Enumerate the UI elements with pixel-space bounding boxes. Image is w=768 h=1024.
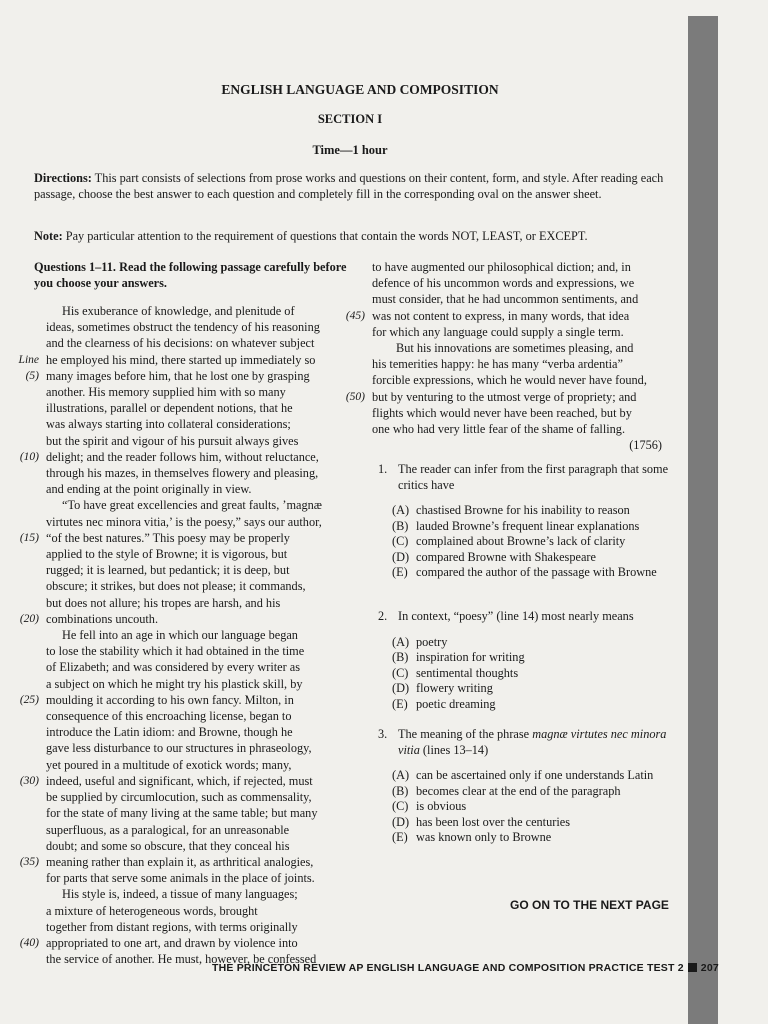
option-text: poetic dreaming	[416, 696, 496, 711]
line-number	[14, 578, 40, 594]
passage-line	[340, 291, 678, 307]
line-number: (15)	[19, 531, 39, 544]
line-text: a subject on which he might try his plastick skill, by	[46, 676, 303, 691]
line-number	[14, 384, 40, 400]
line-number: Line	[18, 353, 39, 366]
line-text: superfluous, as a paralogical, for an unreasonable	[46, 822, 290, 837]
answer-option	[392, 534, 678, 550]
option-text: compared Browne with Shakespeare	[416, 549, 596, 564]
line-text: but the spirit and vigour of his pursuit always gives	[46, 433, 299, 448]
answer-option	[392, 635, 678, 651]
line-number	[14, 562, 40, 578]
line-number	[14, 546, 40, 562]
page-title: ENGLISH LANGUAGE AND COMPOSITION	[221, 82, 499, 97]
passage-line	[14, 562, 350, 578]
passage-line	[14, 611, 350, 627]
option-text: becomes clear at the end of the paragraph	[416, 783, 621, 798]
line-text: but does not allure; his tropes are harsh, and his	[46, 595, 281, 610]
line-text: applied to the style of Browne; it is vigorous, but	[46, 547, 288, 562]
line-text: a mixture of heterogeneous words, brought	[46, 903, 258, 918]
line-text: His style is, indeed, a tissue of many languages;	[62, 887, 298, 902]
line-text: yet poured in a multitude of exotick words; many,	[46, 757, 292, 772]
option-text: chastised Browne for his inability to reason	[416, 503, 630, 517]
line-text: But his innovations are sometimes pleasing, and	[396, 341, 634, 356]
line-text: obscure; it strikes, but does not please; it commands,	[46, 579, 306, 594]
line-number	[14, 400, 40, 416]
passage-line	[14, 433, 350, 449]
passage-line	[14, 303, 350, 319]
line-text: flights which would never have been reached, but by	[372, 405, 632, 420]
line-number	[340, 275, 366, 291]
passage-line	[340, 421, 678, 437]
line-number: (35)	[19, 855, 39, 868]
line-text: illustrations, parallel or dependent notions, that he	[46, 401, 293, 416]
question-3	[378, 727, 678, 846]
passage-line	[14, 595, 350, 611]
line-number: (50)	[345, 390, 365, 403]
passage-line	[14, 789, 350, 805]
line-text: appropriated to one art, and drawn by violence into	[46, 935, 298, 950]
option-text: poetry	[416, 634, 448, 649]
question-number: 2.	[378, 609, 388, 623]
line-text: he employed his mind, there started up immediately so	[46, 352, 316, 367]
passage-line	[340, 259, 678, 275]
line-text: of Elizabeth; and was considered by every writer as	[46, 660, 301, 675]
line-text: consequence of this encroaching license, began to	[46, 709, 292, 724]
passage-line	[14, 838, 350, 854]
line-text: to lose the stability which it had obtained in the time	[46, 644, 305, 659]
line-text: forcible expressions, which he would never have found,	[372, 373, 647, 388]
answer-option	[392, 697, 678, 713]
passage-line	[14, 870, 350, 886]
passage-line	[14, 692, 350, 708]
passage-line	[14, 643, 350, 659]
option-text: inspiration for writing	[416, 650, 525, 664]
note	[34, 228, 674, 244]
passage-right-column	[340, 259, 678, 453]
line-text: was always starting into collateral considerations;	[46, 417, 291, 432]
line-text: for the state of many living at the same table; but many	[46, 806, 318, 821]
option-letter: (D)	[392, 814, 410, 829]
line-number	[340, 405, 366, 421]
line-text: and ending at the point originally in view.	[46, 482, 252, 497]
passage-line	[14, 368, 350, 384]
passage-line	[14, 546, 350, 562]
passage-year: (1756)	[629, 438, 662, 453]
directions-text: This part consists of selections from prose works and questions on their content, form, and style. After reading each passage, choose the best answer to each question and completely fill in the corresponding oval on the answer sheet.	[34, 171, 664, 201]
answer-option	[392, 503, 678, 519]
passage-line	[14, 578, 350, 594]
line-number	[340, 324, 366, 340]
line-text: his temerities happy: he has many “verba ardentia”	[372, 357, 623, 372]
option-letter: (B)	[392, 783, 409, 798]
passage-line	[14, 530, 350, 546]
line-number	[14, 757, 40, 773]
passage-lines-right	[340, 259, 678, 437]
passage-left-column	[14, 259, 350, 967]
line-text: He fell into an age in which our language began	[62, 628, 298, 643]
line-number	[14, 416, 40, 432]
passage-line	[14, 757, 350, 773]
passage-line	[14, 335, 350, 351]
line-number	[340, 259, 366, 275]
passage-line	[14, 481, 350, 497]
line-number	[14, 724, 40, 740]
question-stem	[378, 727, 678, 758]
answer-option	[392, 830, 678, 846]
line-number	[14, 465, 40, 481]
question-number: 1.	[378, 462, 388, 476]
section-label: SECTION I	[317, 112, 383, 126]
line-text: rugged; it is learned, but pedantick; it is deep, but	[46, 563, 290, 578]
option-letter: (D)	[392, 549, 410, 564]
passage-line	[14, 724, 350, 740]
question-text: In context, “poesy” (line 14) most nearly means	[398, 609, 634, 623]
line-number	[14, 433, 40, 449]
answer-option	[392, 666, 678, 682]
option-letter: (C)	[392, 799, 409, 813]
option-text: is obvious	[416, 799, 467, 813]
square-icon	[688, 963, 697, 972]
question-text: The meaning of the phrase magnæ virtutes nec minora vitia (lines 13–14)	[398, 727, 667, 757]
line-number: (10)	[19, 450, 39, 463]
option-letter: (B)	[392, 518, 409, 533]
line-text: moulding it according to his own fancy. Milton, in	[46, 692, 294, 707]
line-number: (5)	[25, 369, 39, 382]
line-text: together from distant regions, with terms originally	[46, 919, 298, 934]
line-number	[14, 822, 40, 838]
passage-line	[340, 275, 678, 291]
line-number	[14, 335, 40, 351]
passage-line	[340, 389, 678, 405]
passage-line	[14, 903, 350, 919]
line-text: must consider, that he had uncommon sentiments, and	[372, 292, 639, 307]
passage-line	[14, 773, 350, 789]
line-text: His exuberance of knowledge, and plenitude of	[62, 304, 295, 318]
line-text: many images before him, that he lost one by grasping	[46, 368, 310, 383]
line-text: indeed, useful and significant, which, if rejected, must	[46, 773, 313, 788]
option-text: sentimental thoughts	[416, 665, 519, 680]
line-number	[14, 319, 40, 335]
passage-line	[340, 340, 678, 356]
passage-line	[14, 400, 350, 416]
option-letter: (A)	[392, 503, 410, 517]
question-number: 3.	[378, 727, 388, 741]
line-text: to have augmented our philosophical diction; and, in	[372, 260, 631, 274]
passage-line	[14, 659, 350, 675]
line-text: gave less disturbance to our structures in phraseology,	[46, 741, 312, 756]
page-footer	[212, 962, 719, 974]
line-text: but by venturing to the utmost verge of propriety; and	[372, 389, 637, 404]
line-number	[14, 659, 40, 675]
option-letter: (C)	[392, 665, 409, 680]
line-number	[14, 951, 40, 967]
line-number	[14, 919, 40, 935]
passage-line	[14, 384, 350, 400]
question-1	[378, 462, 678, 581]
line-number: (20)	[19, 612, 39, 625]
option-letter: (A)	[392, 768, 410, 782]
line-text: defence of his uncommon words and expressions, we	[372, 276, 635, 291]
line-text: “of the best natures.” This poesy may be properly	[46, 530, 290, 545]
passage-line	[14, 708, 350, 724]
line-text: delight; and the reader follows him, without reluctance,	[46, 449, 319, 464]
line-number	[14, 643, 40, 659]
line-number	[14, 303, 40, 319]
option-letter: (E)	[392, 565, 408, 579]
answer-option	[392, 815, 678, 831]
directions	[34, 170, 674, 202]
answer-option	[392, 681, 678, 697]
passage-line	[14, 497, 350, 513]
page-edge-shadow	[688, 16, 718, 1024]
option-letter: (E)	[392, 696, 408, 711]
passage-line	[14, 465, 350, 481]
passage-line	[340, 405, 678, 421]
line-number: (30)	[19, 774, 39, 787]
passage-line	[14, 935, 350, 951]
note-text: Pay particular attention to the requirement of questions that contain the words NOT, LEAST, or EXCEPT.	[62, 229, 588, 243]
line-number	[14, 708, 40, 724]
line-number	[14, 903, 40, 919]
line-number	[340, 340, 366, 356]
option-letter: (B)	[392, 650, 409, 664]
answer-option	[392, 550, 678, 566]
line-number	[14, 886, 40, 902]
line-number	[340, 421, 366, 437]
answer-option	[392, 784, 678, 800]
line-text: the service of another. He must, however, be confessed	[46, 952, 317, 967]
passage-line	[14, 352, 350, 368]
passage-heading: Questions 1–11. Read the following passage carefully before you choose your answers.	[34, 260, 347, 290]
option-text: flowery writing	[416, 681, 493, 695]
line-number	[14, 627, 40, 643]
question-2	[378, 609, 678, 712]
line-text: be supplied by circumlocution, such as commensality,	[46, 790, 312, 805]
time-label: Time—1 hour	[312, 143, 388, 157]
passage-line	[14, 676, 350, 692]
line-text: for which any language could supply a single term.	[372, 324, 624, 339]
note-label: Note:	[34, 229, 63, 243]
line-text: “To have great excellencies and great faults, ’magnæ	[62, 498, 322, 513]
option-text: complained about Browne’s lack of clarity	[416, 534, 626, 548]
answer-option	[392, 768, 678, 784]
passage-line	[14, 416, 350, 432]
line-number	[340, 372, 366, 388]
option-text: lauded Browne’s frequent linear explanations	[416, 518, 640, 533]
line-number	[340, 356, 366, 372]
line-text: one who had very little fear of the shame of falling.	[372, 422, 626, 437]
line-text: another. His memory supplied him with so many	[46, 385, 286, 400]
passage-line	[14, 886, 350, 902]
line-number	[14, 514, 40, 530]
question-stem	[378, 609, 678, 625]
line-number	[14, 676, 40, 692]
answer-option	[392, 519, 678, 535]
passage-line	[340, 324, 678, 340]
line-text: virtutes nec minora vitia,’ is the poesy,” says our author,	[46, 514, 322, 529]
line-number	[14, 805, 40, 821]
passage-line	[14, 627, 350, 643]
line-text: meaning rather than explain it, as arthritical analogies,	[46, 854, 314, 869]
passage-line	[14, 822, 350, 838]
line-text: was not content to express, in many words, that idea	[372, 308, 630, 323]
line-number	[14, 481, 40, 497]
option-letter: (C)	[392, 534, 409, 548]
passage-line	[14, 449, 350, 465]
line-text: introduce the Latin idiom: and Browne, though he	[46, 725, 293, 740]
page-number: 207	[700, 962, 719, 974]
passage-line	[340, 356, 678, 372]
line-text: doubt; and some so obscure, that they conceal his	[46, 838, 290, 853]
option-letter: (A)	[392, 634, 410, 649]
footer-text: THE PRINCETON REVIEW AP ENGLISH LANGUAGE AND COMPOSITION PRACTICE TEST 2	[212, 962, 684, 974]
line-number: (25)	[19, 693, 39, 706]
option-text: was known only to Browne	[416, 830, 552, 844]
line-number	[14, 497, 40, 513]
line-number	[14, 870, 40, 886]
answer-option	[392, 650, 678, 666]
option-text: can be ascertained only if one understands Latin	[416, 768, 654, 782]
passage-line	[340, 372, 678, 388]
passage-lines-left	[14, 303, 350, 967]
passage-line	[14, 514, 350, 530]
answer-option	[392, 565, 678, 581]
option-letter: (D)	[392, 681, 410, 695]
answer-option	[392, 799, 678, 815]
option-text: compared the author of the passage with Browne	[416, 565, 657, 579]
line-text: for parts that serve some animals in the place of joints.	[46, 871, 315, 886]
question-text: The reader can infer from the first paragraph that some critics have	[398, 462, 669, 492]
line-number	[340, 291, 366, 307]
option-letter: (E)	[392, 830, 408, 844]
line-text: and the clearness of his decisions: on whatever subject	[46, 336, 315, 351]
passage-line	[14, 319, 350, 335]
line-text: through his mazes, in themselves flowery and pleasing,	[46, 466, 319, 481]
passage-line	[14, 805, 350, 821]
go-on-next-page: GO ON TO THE NEXT PAGE	[510, 898, 669, 912]
line-number: (40)	[19, 936, 39, 949]
line-number	[14, 595, 40, 611]
line-number	[14, 789, 40, 805]
line-text: combinations uncouth.	[46, 611, 159, 626]
option-text: has been lost over the centuries	[416, 814, 570, 829]
line-number: (45)	[345, 309, 365, 322]
line-text: ideas, sometimes obstruct the tendency of his reasoning	[46, 320, 320, 335]
line-number	[14, 740, 40, 756]
line-number	[14, 838, 40, 854]
passage-line	[14, 854, 350, 870]
passage-line	[14, 919, 350, 935]
passage-line	[14, 740, 350, 756]
question-stem	[378, 462, 678, 493]
directions-label: Directions:	[34, 171, 92, 185]
passage-line	[340, 308, 678, 324]
